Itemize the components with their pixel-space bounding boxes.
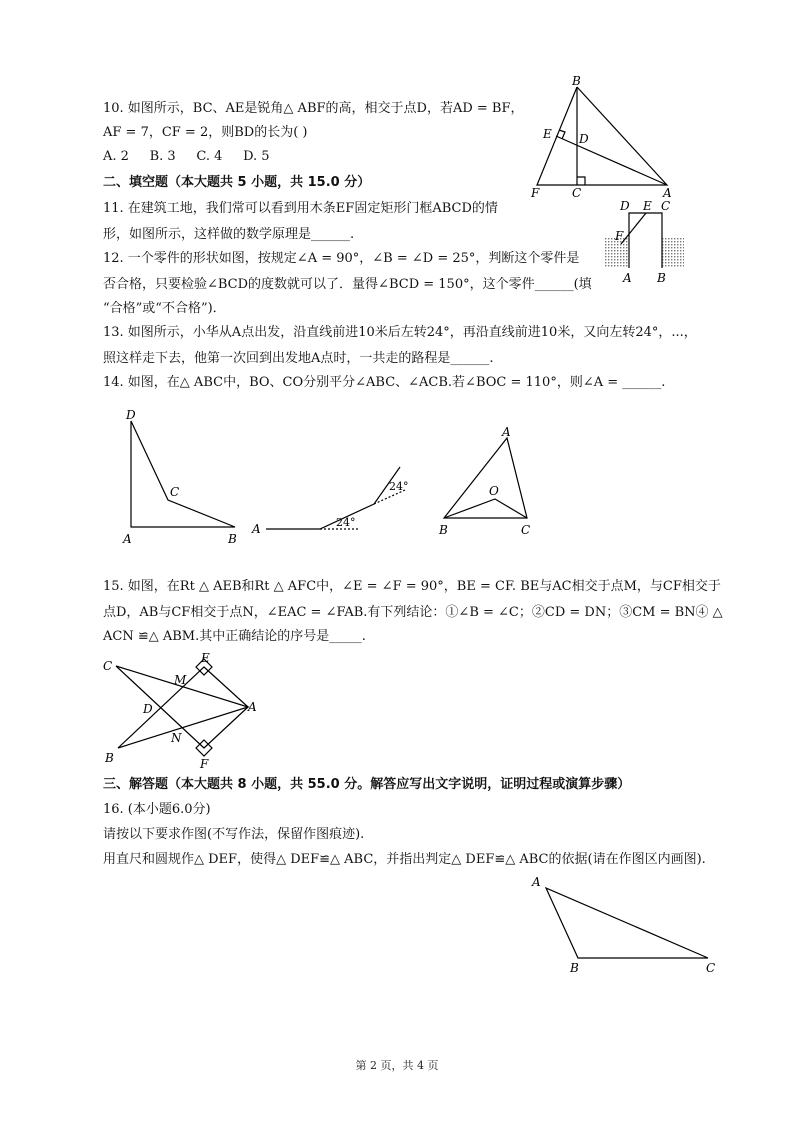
- q15-label-c: C: [103, 659, 113, 673]
- q11-wall-right: [662, 238, 684, 268]
- q12-line2: 否合格，只要检验∠BCD的度数就可以了．量得∠BCD = 150°，这个零件______(填: [103, 277, 592, 292]
- q10-options: [103, 148, 270, 166]
- q10-label-d: D: [579, 132, 589, 146]
- q10-label-c: C: [572, 186, 582, 200]
- q10-figure: [525, 75, 675, 200]
- q15-label-f: F: [200, 757, 209, 771]
- q13-line2: 照这样走下去，他第一次回到出发地A点时，一共走的路程是______.: [103, 351, 494, 366]
- q12-label-c: C: [170, 485, 180, 499]
- q10-label-e: E: [543, 127, 552, 141]
- q15-line1: 15. 如图，在Rt △ AEB和Rt △ AFC中，∠E = ∠F = 90°，BE = CF. BE与AC相交于点M，与CF相交于: [103, 579, 721, 594]
- q16-line2: 请按以下要求作图(不写作法，保留作图痕迹).: [103, 827, 365, 842]
- q15-line3: ACN ≌△ ABM.其中正确结论的序号是_____.: [103, 629, 366, 644]
- q11-line1: 11. 在建筑工地，我们常可以看到用木条EF固定矩形门框ABCD的情: [103, 201, 498, 216]
- q15-label-b: B: [105, 751, 114, 765]
- q11-label-f: F: [615, 229, 624, 243]
- q15-label-m: M: [174, 673, 187, 687]
- q16-label-c: C: [706, 961, 716, 975]
- q11-label-a: A: [623, 271, 632, 285]
- q11-label-b: B: [657, 271, 666, 285]
- q12-label-b: B: [228, 532, 237, 546]
- section2-title: 二、填空题（本大题共 5 小题，共 15.0 分）: [103, 175, 371, 190]
- q10-option-d: D. 5: [243, 149, 270, 164]
- q13-label-a: A: [252, 522, 261, 536]
- q12-label-d: D: [126, 408, 136, 422]
- q15-label-a: A: [248, 700, 257, 714]
- q11-label-e: E: [643, 199, 652, 213]
- q11-label-d: D: [620, 199, 630, 213]
- q11-figure: [602, 196, 687, 288]
- q15-figure: [98, 650, 268, 770]
- q13-path: [266, 467, 400, 529]
- q10-right-angle-c: [577, 177, 585, 185]
- q14-label-c: C: [521, 523, 531, 537]
- q12-figure: [118, 405, 248, 550]
- q16-figure: [528, 870, 728, 980]
- q10-option-a: A. 2: [103, 149, 129, 164]
- q16-line1: 16. (本小题6.0分): [103, 802, 211, 817]
- q14-label-a: A: [502, 425, 511, 439]
- q10-option-b: B. 3: [149, 149, 176, 164]
- q10-label-f: F: [531, 186, 540, 200]
- q14-triangle-abc: [444, 438, 527, 518]
- q10-label-a: A: [663, 186, 672, 200]
- q11-line2: 形，如图所示，这样做的数学原理是______.: [103, 227, 355, 242]
- q16-triangle-abc: [546, 888, 708, 958]
- q13-figure: [250, 460, 425, 545]
- q15-label-d: D: [143, 702, 153, 716]
- q12-label-a: A: [123, 532, 132, 546]
- q16-label-b: B: [570, 961, 579, 975]
- q12-line1: 12. 一个零件的形状如图，按规定∠A = 90°，∠B = ∠D = 25°，判断这个零件是: [103, 251, 580, 266]
- q14-label-o: O: [489, 484, 499, 498]
- q13-angle-2: 24°: [389, 480, 409, 493]
- q14-label-b: B: [439, 523, 448, 537]
- section3-title: 三、解答题（本大题共 8 小题，共 55.0 分。解答应写出文字说明，证明过程或演算步骤）: [103, 777, 631, 792]
- q14-figure: [432, 420, 542, 545]
- q16-label-a: A: [532, 875, 541, 889]
- q10-line1: 10. 如图所示，BC、AE是锐角△ ABF的高，相交于点D，若AD = BF，: [103, 101, 524, 116]
- q10-altitude-ae: [556, 136, 667, 185]
- q15-label-e: E: [201, 651, 210, 665]
- q12-line3: “合格”或“不合格”)．: [103, 301, 226, 316]
- q11-strip-ef: [621, 213, 646, 244]
- q10-line2: AF = 7，CF = 2，则BD的长为( ): [103, 125, 308, 140]
- q10-option-c: C. 4: [196, 149, 223, 164]
- q12-part-outline: [131, 421, 235, 527]
- q15-label-n: N: [171, 731, 182, 745]
- q15-line2: 点D，AB与CF相交于点N，∠EAC = ∠FAB.有下列结论：①∠B = ∠C；②CD = DN；③CM = BN④ △: [103, 605, 723, 620]
- q13-angle-1: 24°: [336, 516, 356, 529]
- q10-label-b: B: [572, 74, 581, 88]
- q16-line3: 用直尺和圆规作△ DEF，使得△ DEF≌△ ABC，并指出判定△ DEF≌△ ABC的依据(请在作图区内画图).: [103, 852, 706, 867]
- q13-line1: 13. 如图所示，小华从A点出发，沿直线前进10米后左转24°，再沿直线前进10米，又向左转24°，...，: [103, 325, 697, 340]
- q14-line1: 14. 如图，在△ ABC中，BO、CO分别平分∠ABC、∠ACB.若∠BOC = 110°，则∠A = ______.: [103, 375, 666, 390]
- q11-label-c: C: [661, 199, 671, 213]
- q11-door-frame: [629, 213, 662, 268]
- page-footer: 第 2 页，共 4 页: [355, 1059, 439, 1072]
